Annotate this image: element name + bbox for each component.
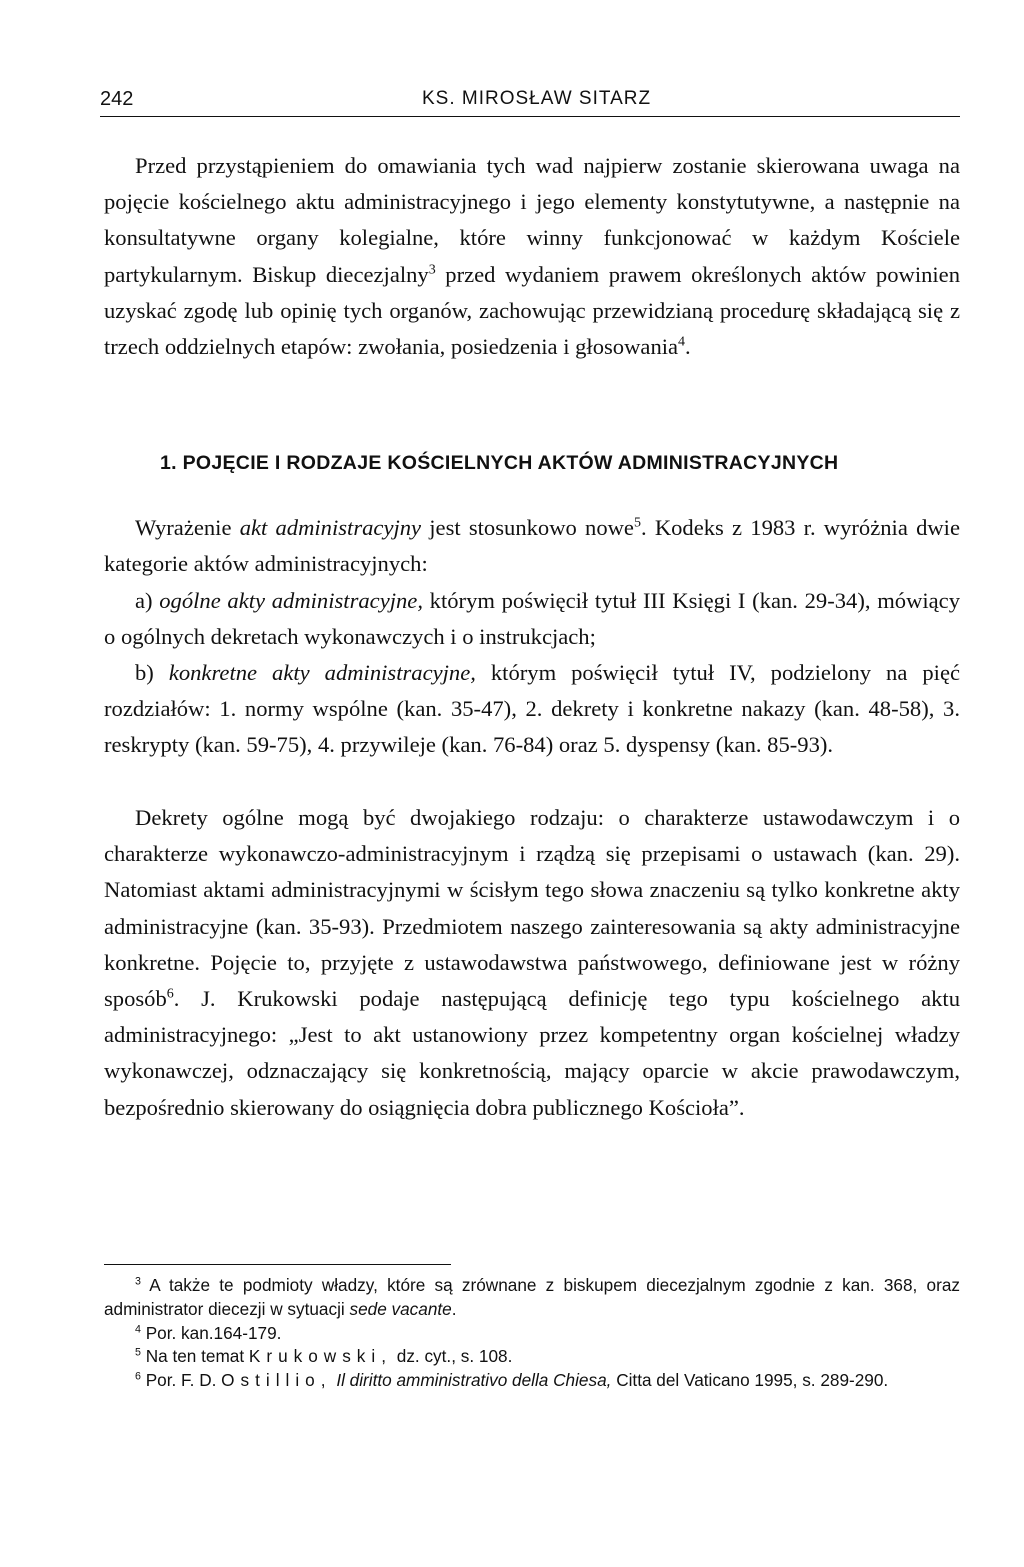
paragraph-intro-text-a: Przed przystąpieniem do omawiania tych wad najpierw zostanie skierowana uwaga na pojęcie kościelnego aktu administracyjnego i jego elementy konstytutywne, a następnie na konsultatywne organy kolegialne, które winny funkcjonować w każdym Kościele partykularnym. Biskup diecezjalny (104, 153, 960, 287)
term-ogolne-akty: ogólne akty administracyjne, (159, 588, 423, 613)
header-rule (100, 116, 960, 117)
footnote-italic: sede vacante (349, 1298, 452, 1319)
footnote-number: 3 (135, 1275, 141, 1288)
paragraph-definition-text-c: . Kodeks z 1983 r. wyróżnia dwie kategorie aktów administracyjnych: (104, 515, 960, 577)
footnote-5 (104, 1345, 960, 1369)
footnote-number: 6 (135, 1370, 141, 1383)
footnotes (104, 1274, 960, 1393)
list-item-b-text: którym poświęcił tytuł IV, podzielony na pięć rozdziałów: 1. normy wspólne (kan. 35-47), 2. dekrety i konkretne nakazy (kan. 48-58), 3. reskrypty (kan. 59-75), 4. przywileje (kan. 76-84) oraz 5. dyspensy (kan. 85-93). (104, 660, 960, 758)
footnote-rule (104, 1264, 451, 1265)
term-konkretne-akty: konkretne akty administracyjne, (168, 660, 476, 685)
term-akt-administracyjny: akt administracyjny (239, 515, 422, 540)
footnote-ref-3: 3 (428, 262, 436, 278)
paragraph-decrees-text-a: Dekrety ogólne mogą być dwojakiego rodzaju: o charakterze ustawodawczym i o charakterze wykonawczo-administracyjnym i rządzą się przepisami o ustawach (kan. 29). Natomiast aktami administracyjnymi w ścisłym tego słowa znaczeniu są tylko konkretne akty administracyjne (kan. 35-93). Przedmiotem naszego zainteresowania są akty administracyjne konkretne. Pojęcie to, przyjęte z ustawodawstwa państwowego, definiowane jest w różny sposób (104, 805, 960, 1012)
footnote-6 (104, 1369, 960, 1393)
footnote-ref-5: 5 (633, 515, 641, 531)
page-header (100, 88, 960, 118)
footnote-3 (104, 1274, 960, 1322)
paragraph-intro (104, 148, 960, 365)
paragraph-intro-text-c: . (685, 334, 691, 360)
footnote-ref-6: 6 (166, 986, 174, 1002)
paragraph-decrees-text-b: . J. Krukowski podaje następującą definicję tego typu kościelnego aktu administracyjnego: „Jest to akt ustanowiony przez kompetentny organ kościelnej władzy wykonawczej, odznaczający się konkretnością, mający oparcie w akcie prawodawczym, bezpośrednio skierowany do osiągnięcia dobra publicznego Kościoła”. (104, 986, 960, 1120)
list-item-b (104, 655, 960, 764)
footnote-text: Por. F. D. (140, 1370, 222, 1391)
list-item-b-marker: b) (135, 660, 169, 685)
footnote-text: Na ten temat (140, 1346, 249, 1367)
footnote-text-end: . (451, 1298, 457, 1319)
footnote-author-spaced: Krukowski, (248, 1346, 392, 1367)
running-head: KS. MIROSŁAW SITARZ (422, 88, 652, 109)
footnote-author-spaced: Ostillio, (221, 1370, 332, 1391)
list-item-a (104, 583, 960, 655)
footnote-number: 5 (135, 1346, 141, 1359)
paragraph-definition-text-a: Wyrażenie (135, 515, 240, 540)
paragraph-definition (104, 510, 960, 582)
footnote-number: 4 (135, 1322, 141, 1335)
footnote-italic: Il diritto amministrativo della Chiesa, (336, 1370, 612, 1391)
paragraph-decrees (104, 800, 960, 1126)
footnote-text: Por. kan.164-179. (140, 1322, 282, 1343)
footnote-text-end: Citta del Vaticano 1995, s. 289-290. (611, 1370, 889, 1391)
footnote-text-end: dz. cyt., s. 108. (391, 1346, 513, 1367)
page-number: 242 (100, 88, 134, 110)
section-heading: 1. POJĘCIE I RODZAJE KOŚCIELNYCH AKTÓW ADMINISTRACYJNYCH (160, 452, 839, 474)
footnote-text: A także te podmioty władzy, które są zrównane z biskupem diecezjalnym zgodnie z kan. 368, oraz administrator diecezji w sytuacji (104, 1275, 960, 1319)
list-item-a-text: którym poświęcił tytuł III Księgi I (kan. 29-34), mówiący o ogólnych dekretach wykonawczych i o instrukcjach; (104, 588, 961, 650)
footnote-ref-4: 4 (678, 334, 686, 350)
paragraph-definition-text-b: jest stosunkowo nowe (421, 515, 634, 540)
paragraph-intro-text-b: przed wydaniem prawem określonych aktów powinien uzyskać zgodę lub opinię tych organów, zachowując przewidzianą procedurę składającą się z trzech oddzielnych etapów: zwołania, posiedzenia i głosowania (104, 261, 960, 360)
footnote-4 (104, 1322, 960, 1346)
list-item-a-marker: a) (135, 588, 160, 613)
